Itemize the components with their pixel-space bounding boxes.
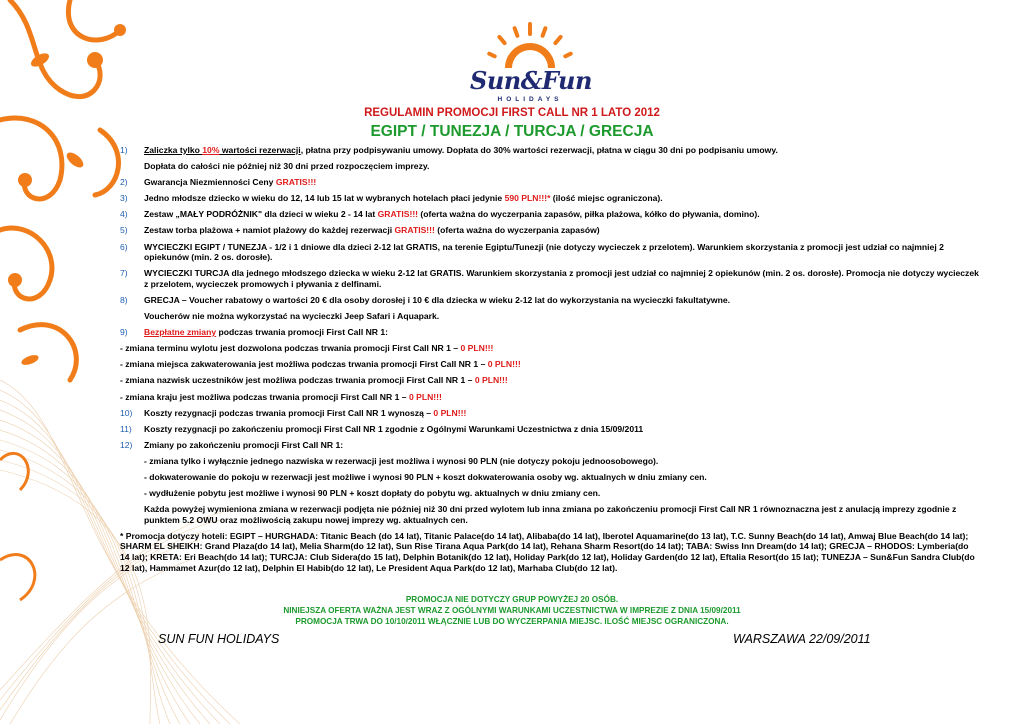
rule-item-12-sub: - zmiana tylko i wyłącznie jednego nazwiska w rezerwacji jest możliwa i wynosi 90 PLN (nie dotyczy pokoju jednoosobowego). — [144, 455, 659, 466]
promo-note: NINIEJSZA OFERTA WAŻNA JEST WRAZ Z OGÓLNYMI WARUNKAMI UCZESTNICTWA W IMPREZIE Z DNIA 15/09/2011 — [283, 605, 741, 615]
rule-item-3: 3) Jedno młodsze dziecko w wieku do 12, 14 lub 15 lat w wybranych hotelach płaci jedynie 590 PLN!!!* (ilość miejsc ograniczona). — [120, 193, 663, 204]
change-item: - zmiana kraju jest możliwa podczas trwania promocji First Call NR 1 – 0 PLN!!! — [120, 391, 442, 402]
rule-item-8-note: Voucherów nie można wykorzystać na wycieczki Jeep Safari i Aquapark. — [144, 311, 440, 322]
rule-item-10: 10) Koszty rezygnacji podczas trwania promocji First Call NR 1 wynoszą – 0 PLN!!! — [120, 407, 467, 418]
signature-company: SUN FUN HOLIDAYS — [158, 632, 280, 646]
rule-item-9: 9) Bezpłatne zmiany podczas trwania promocji First Call NR 1: — [120, 327, 389, 338]
change-item: - zmiana terminu wylotu jest dozwolona podczas trwania promocji First Call NR 1 – 0 PLN!!! — [120, 343, 494, 354]
rule-item-12: 12) Zmiany po zakończeniu promocji First Call NR 1: — [120, 439, 344, 450]
signature-place-date: WARSZAWA 22/09/2011 — [733, 632, 871, 646]
change-item: - zmiana nazwisk uczestników jest możliwa podczas trwania promocji First Call NR 1 – 0 PLN!!! — [120, 375, 508, 386]
promo-notes — [0, 595, 1024, 627]
rule-item-6: 6) WYCIECZKI EGIPT / TUNEZJA - 1/2 i 1 dniowe dla dzieci 2-12 lat GRATIS, na terenie Egiptu/Tunezji (nie dotyczy wycieczek z przelotem). Warunkiem skorzystania z promocji jest udział co najmniej 2 opiekunów (min. 2 os. dorosłe). — [120, 241, 944, 263]
logo-wordmark: Sun&Fun — [470, 66, 592, 95]
destinations-title: EGIPT / TUNEZJA / TURCJA / GRECJA — [370, 123, 654, 140]
hotels-footnote: * Promocja dotyczy hoteli: EGIPT – HURGHADA: Titanic Beach (do 14 lat), Titanic Palace(do 14 lat), Alibaba(do 14 lat), Iberotel Aquamarine(do 13 lat), T.C. Sunny Beach(do 14 lat), Amwaj Blue Beach(do 14 lat); SHARM EL SHEIKH: Grand Plaza(do 14 lat), Melia Sharm(do 12 lat), Sun Rise Tirana Aqua Park(do 14 lat), Rehana Sharm Resort(do 14 lat); TABA: Swiss Inn Dream(do 14 lat); GRECJA – RHODOS: Lymberia(do 14 lat); KRETA: Eri Beach(do 14 lat); TURCJA: Club Sidera(do 15 lat), Delphin Botanik(do 12 lat), Holiday Park(do 12 lat), Holiday Garden(do 12 lat), Eftalia Resort(do 15 lat); TUNEZJA – Sun&Fun Sandra Club(do 12 lat), Hammamet Azur(do 12 lat), Delphin El Habib(do 12 lat), Le President Aqua Park(do 12 lat), Marhaba Club(do 12 lat). — [120, 530, 975, 573]
promo-note: PROMOCJA NIE DOTYCZY GRUP POWYŻEJ 20 OSÓB. — [405, 595, 619, 604]
rule-item-2: 2) Gwarancja Niezmienności Ceny GRATIS!!! — [120, 177, 317, 188]
rule-item-12-sub: Każda powyżej wymieniona zmiana w rezerwacji podjęta nie później niż 30 dni przed wylotem lub inna zmiana po zakończeniu promocji First Call NR 1 równoznaczna jest z anulacją imprezy zgodnie z punktem 5.2 OWU oraz możliwością zakupu nowej imprezy wg. aktualnych cen. — [144, 504, 957, 525]
rule-item-5: 5) Zestaw torba plażowa + namiot plażowy do każdej rezerwacji GRATIS!!! (oferta ważna do wyczerpania zapasów) — [120, 225, 600, 236]
rule-item-1-note: Dopłata do całości nie później niż 30 dni przed rozpoczęciem imprezy. — [144, 161, 430, 172]
rule-item-8: 8) GRECJA – Voucher rabatowy o wartości 20 € dla osoby dorosłej i 10 € dla dziecka w wieku 2-12 lat do wykorzystania na wycieczki fakultatywne. — [120, 294, 731, 305]
rule-item-12-sub: - wydłużenie pobytu jest możliwe i wynosi 90 PLN + koszt dopłaty do pobytu wg. aktualnych w dniu zmiany cen. — [144, 488, 601, 499]
rule-item-7: 7) WYCIECZKI TURCJA dla jednego młodszego dziecka w wieku 2-12 lat GRATIS. Warunkiem skorzystania z promocji jest udział co najmniej 2 opiekunów (min. 2 os. dorosłe). Promocja nie dotyczy wycieczek z przelotem, wycieczek promowych i pływania z delfinami. — [120, 268, 979, 289]
rule-item-1: 1) Zaliczka tylko 10% wartości rezerwacji, płatna przy podpisywaniu umowy. Dopłata do 30% wartości rezerwacji, płatna w ciągu 30 dni po podpisaniu umowy. — [120, 145, 778, 155]
rule-item-11: 11) Koszty rezygnacji po zakończeniu promocji First Call NR 1 zgodnie z Ogólnymi Warunkami Uczestnictwa z dnia 15/09/2011 — [120, 423, 644, 434]
rules-list — [120, 145, 980, 573]
page-title: REGULAMIN PROMOCJI FIRST CALL NR 1 LATO 2012 — [364, 107, 660, 119]
change-item: - zmiana miejsca zakwaterowania jest możliwa podczas trwania promocji First Call NR 1 – 0 PLN!!! — [120, 359, 521, 370]
sun-fun-logo — [470, 18, 590, 110]
logo-subtitle: HOLIDAYS — [497, 96, 563, 103]
rule-item-4: 4) Zestaw „MAŁY PODRÓŻNIK" dla dzieci w wieku 2 - 14 lat GRATIS!!! (oferta ważna do wyczerpania zapasów, piłka plażowa, kółko do pływania, domino). — [120, 209, 760, 220]
promo-note: PROMOCJA TRWA DO 10/10/2011 WŁĄCZNIE LUB DO WYCZERPANIA MIEJSC. ILOŚĆ MIEJSC OGRANICZONA. — [295, 616, 729, 626]
rule-item-12-sub: - dokwaterowanie do pokoju w rezerwacji jest możliwe i wynosi 90 PLN + koszt dokwaterowania osoby wg. aktualnych w dniu zmiany cen. — [144, 471, 707, 482]
